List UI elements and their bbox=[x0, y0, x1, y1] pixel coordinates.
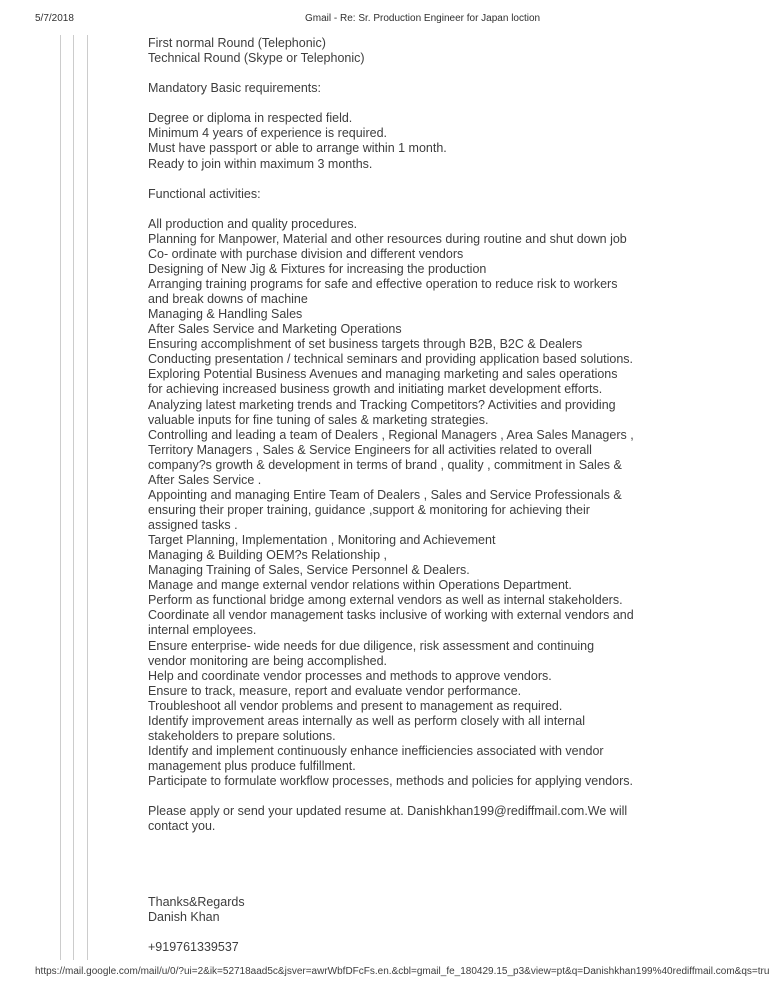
email-body-line: Identify improvement areas internally as well as perform closely with all internal bbox=[148, 713, 585, 728]
email-body-line bbox=[148, 96, 748, 111]
email-body-line: Manage and mange external vendor relations within Operations Department. bbox=[148, 578, 572, 593]
email-body-line: valuable inputs for fine tuning of sales & marketing strategies. bbox=[148, 412, 489, 427]
print-footer-url: https://mail.google.com/mail/u/0/?ui=2&ik=52718aad5c&jsver=awrWbfDFcFs.en.&cbl=gmail_fe_180429.15_p3&view=pt&q=Danishkhan199%40rediffmail.com&qs=tru bbox=[35, 966, 770, 977]
email-body-line bbox=[148, 849, 748, 864]
email-body-line: Coordinate all vendor management tasks inclusive of working with external vendors and bbox=[148, 608, 634, 623]
email-body-line: Co- ordinate with purchase division and different vendors bbox=[148, 246, 464, 261]
email-body-line: Managing & Handling Sales bbox=[148, 307, 303, 322]
email-body-line: Arranging training programs for safe and effective operation to reduce risk to workers bbox=[148, 277, 618, 291]
email-body-line: Ensuring accomplishment of set business targets through B2B, B2C & Dealers bbox=[148, 337, 583, 352]
email-body-line: Danish Khan bbox=[148, 909, 220, 924]
email-body-line: Identify and implement continuously enhance inefficiencies associated with vendor bbox=[148, 743, 604, 758]
email-body-line: All production and quality procedures. bbox=[148, 216, 358, 231]
email-body-line: +919761339537 bbox=[148, 939, 239, 954]
email-body-line bbox=[148, 66, 748, 81]
email-body-line: Appointing and managing Entire Team of Dealers , Sales and Service Professionals & bbox=[148, 487, 622, 502]
email-body-line: Degree or diploma in respected field. bbox=[148, 111, 353, 126]
email-body-text bbox=[148, 36, 748, 955]
email-body-line: Functional activities: bbox=[148, 186, 261, 201]
email-body-line bbox=[148, 880, 748, 895]
email-body-line: Please apply or send your updated resume at. Danishkhan199@rediffmail.com.We will bbox=[148, 804, 628, 819]
email-body-line bbox=[148, 834, 748, 849]
email-body-line bbox=[148, 925, 748, 940]
email-body-line: Exploring Potential Business Avenues and managing marketing and sales operations bbox=[148, 367, 618, 382]
email-body-line: for achieving increased business growth and initiating market development efforts. bbox=[148, 382, 603, 397]
quote-bar-level-2 bbox=[73, 35, 74, 960]
email-body-line: Target Planning, Implementation , Monitoring and Achievement bbox=[148, 533, 496, 548]
print-header-date: 5/7/2018 bbox=[35, 13, 74, 24]
email-body-line: Must have passport or able to arrange within 1 month. bbox=[148, 141, 447, 156]
email-body-line: Managing Training of Sales, Service Personnel & Dealers. bbox=[148, 563, 470, 578]
email-body-line: Ensure to track, measure, report and evaluate vendor performance. bbox=[148, 683, 522, 698]
email-body-line: Thanks&Regards bbox=[148, 894, 245, 909]
email-body-line bbox=[148, 789, 748, 804]
email-body-line: management plus produce fulfillment. bbox=[148, 759, 356, 773]
email-body-line: Planning for Manpower, Material and other resources during routine and shut down job bbox=[148, 231, 627, 246]
email-body-line: Participate to formulate workflow processes, methods and policies for applying vendors. bbox=[148, 774, 633, 789]
email-body-line: Perform as functional bridge among external vendors as well as internal stakeholders. bbox=[148, 593, 623, 608]
email-body-line: Ensure enterprise- wide needs for due diligence, risk assessment and continuing bbox=[148, 638, 595, 653]
email-body-line: Managing & Building OEM?s Relationship , bbox=[148, 548, 388, 563]
email-body-line: First normal Round (Telephonic) bbox=[148, 36, 326, 50]
email-body-line: and break downs of machine bbox=[148, 292, 308, 307]
email-body-line: ensuring their proper training, guidance ,support & monitoring for achieving their bbox=[148, 502, 590, 517]
email-body-line: Territory Managers , Sales & Service Engineers for all activities related to overall bbox=[148, 442, 592, 457]
email-body-line: internal employees. bbox=[148, 623, 257, 638]
email-body-line bbox=[148, 864, 748, 879]
email-body-line: After Sales Service . bbox=[148, 472, 262, 487]
email-body-line bbox=[148, 202, 748, 217]
print-header-title: Gmail - Re: Sr. Production Engineer for Japan loction bbox=[305, 13, 541, 24]
email-body-line: Troubleshoot all vendor problems and present to management as required. bbox=[148, 698, 563, 713]
email-body-line: stakeholders to prepare solutions. bbox=[148, 728, 336, 743]
email-body-line: Controlling and leading a team of Dealers , Regional Managers , Area Sales Managers , bbox=[148, 427, 634, 442]
email-body-line: assigned tasks . bbox=[148, 518, 238, 532]
email-body-line: Ready to join within maximum 3 months. bbox=[148, 156, 373, 171]
email-body-line: Analyzing latest marketing trends and Tracking Competitors? Activities and providing bbox=[148, 397, 616, 412]
email-body-line: Technical Round (Skype or Telephonic) bbox=[148, 51, 365, 66]
email-body-line: Conducting presentation / technical seminars and providing application based solutions. bbox=[148, 352, 634, 367]
email-body-line: contact you. bbox=[148, 819, 216, 834]
email-body-line bbox=[148, 172, 748, 187]
quote-bar-level-1 bbox=[60, 35, 61, 960]
email-body-line: Help and coordinate vendor processes and methods to approve vendors. bbox=[148, 668, 552, 683]
email-body-line: Mandatory Basic requirements: bbox=[148, 81, 321, 96]
email-body-line: vendor monitoring are being accomplished. bbox=[148, 653, 388, 668]
email-body-line: company?s growth & development in terms of brand , quality , commitment in Sales & bbox=[148, 457, 622, 472]
quote-bar-level-3 bbox=[87, 35, 88, 960]
email-body-line: After Sales Service and Marketing Operations bbox=[148, 322, 402, 337]
email-body-line: Designing of New Jig & Fixtures for increasing the production bbox=[148, 261, 487, 276]
email-body-line: Minimum 4 years of experience is required. bbox=[148, 126, 387, 141]
